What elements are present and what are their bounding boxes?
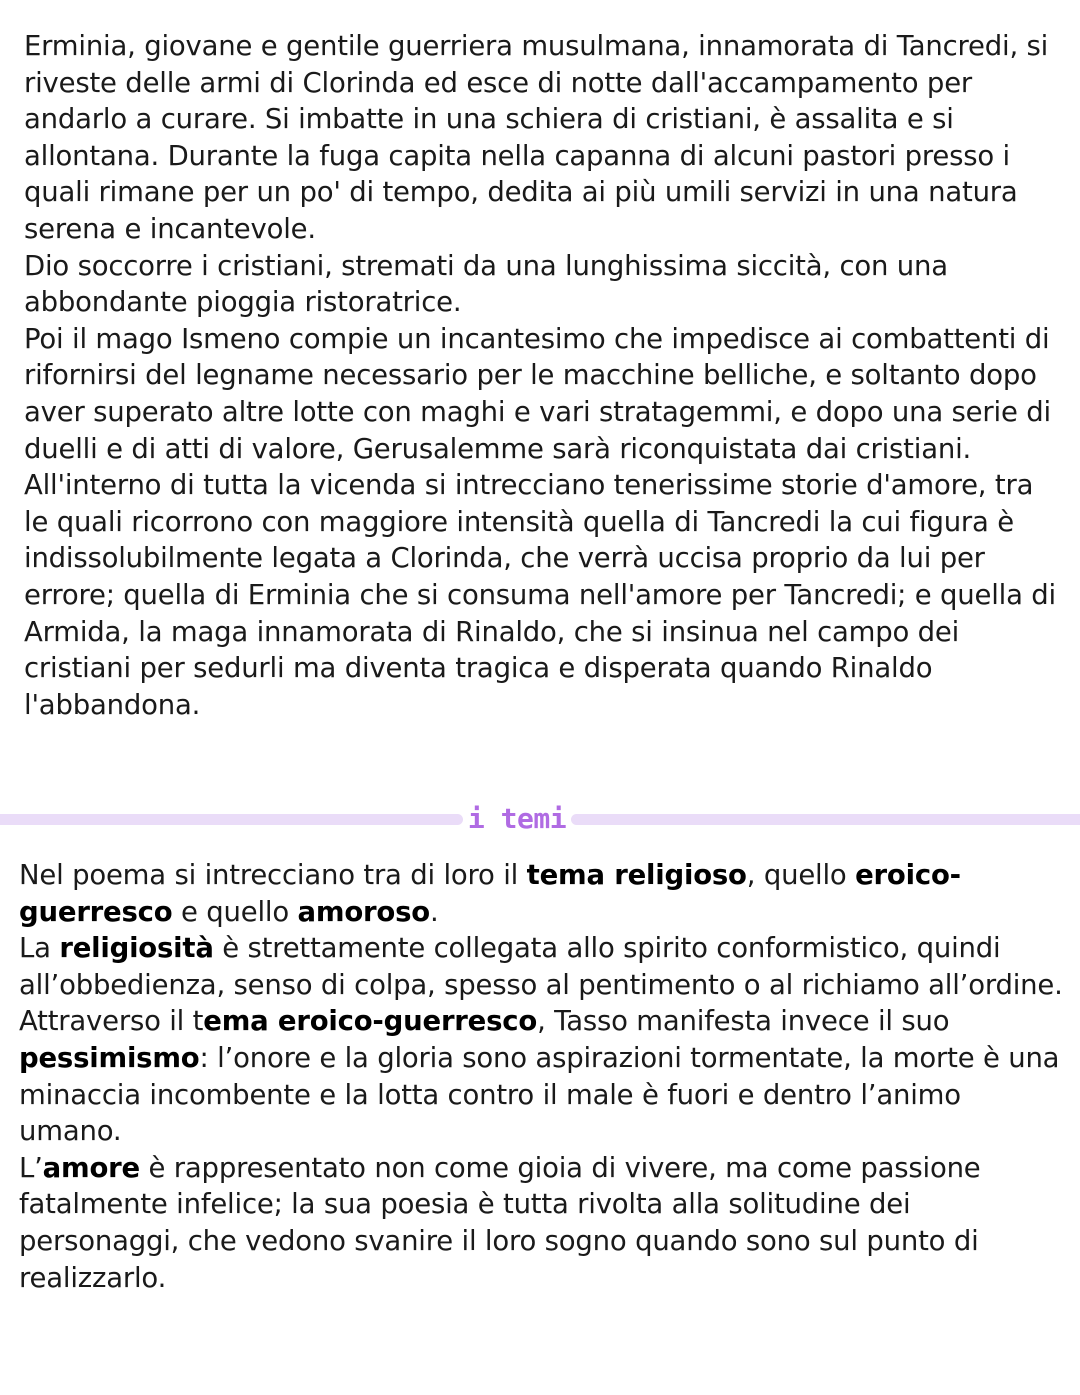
summary-paragraph-rain: Dio soccorre i cristiani, stremati da una lunghissima siccità, con una abbondante pioggia ristoratrice. <box>24 249 948 319</box>
text-run: Nel poema si intrecciano tra di loro il <box>19 859 527 891</box>
text-run: , quello <box>746 859 856 891</box>
keyword-tema-religioso: tema religioso <box>526 859 747 891</box>
section-divider <box>0 802 1080 836</box>
text-run: : l’onore e la gloria sono aspirazioni tormentate, la morte è una minaccia incombente e la lotta contro il male è fuori e dentro l’animo umano. <box>19 1041 1060 1148</box>
keyword-amoroso: amoroso <box>297 895 430 928</box>
text-run: . <box>429 895 439 928</box>
text-run: L’ <box>19 1151 43 1184</box>
keyword-religiosita: religiosità <box>59 932 214 965</box>
religiosity-paragraph <box>19 930 1064 1003</box>
heroic-paragraph <box>19 1003 1064 1149</box>
text-run: è strettamente collegata allo spirito conformistico, quindi all’obbedienza, senso di colpa, spesso al pentimento o al richiamo all’ordine. <box>19 932 1063 1001</box>
section-title: i temi <box>467 802 567 835</box>
summary-paragraph-erminia: Erminia, giovane e gentile guerriera musulmana, innamorata di Tancredi, si riveste delle armi di Clorinda ed esce di notte dall'accampamento per andarlo a curare. Si imbatte in una schiera di cristiani, è assalita e si allontana. Durante la fuga capita nella capanna di alcuni pastori presso i quali rimane per un po' di tempo, dedita ai più umili servizi in una natura serena e incantevole. <box>24 30 1049 245</box>
summary-paragraph-ismeno: Poi il mago Ismeno compie un incantesimo che impedisce ai combattenti di rifornirsi del legname necessario per le macchine belliche, e soltanto dopo aver superato altre lotte con maghi e vari stratagemmi, e dopo una serie di duelli e di atti di valore, Gerusalemme sarà riconquistata dai cristiani. <box>24 322 1051 465</box>
text-run: La <box>19 932 60 965</box>
text-run: è rappresentato non come gioia di vivere, ma come passione fatalmente infelice; la sua poesia è tutta rivolta alla solitudine dei personaggi, che vedono svanire il loro sogno quando sono sul punto di realizzarlo. <box>19 1151 981 1294</box>
plot-summary <box>24 28 1064 723</box>
divider-bar-left <box>0 814 463 825</box>
themes-section <box>19 857 1064 1296</box>
keyword-eroico-guerresco: eroico-guerresco <box>19 859 961 928</box>
keyword-tema-eroico-guerresco: ema eroico-guerresco <box>203 1005 538 1038</box>
divider-bar-right <box>571 814 1080 825</box>
keyword-amore: amore <box>42 1151 140 1184</box>
keyword-pessimismo: pessimismo <box>19 1041 200 1074</box>
love-paragraph <box>19 1150 1064 1296</box>
text-run: Attraverso il t <box>19 1005 204 1038</box>
text-run: e quello <box>172 895 298 928</box>
text-run: , Tasso manifesta invece il suo <box>537 1005 950 1038</box>
themes-intro-paragraph <box>19 857 1064 930</box>
summary-paragraph-love-stories: All'interno di tutta la vicenda si intrecciano tenerissime storie d'amore, tra le quali ricorrono con maggiore intensità quella di Tancredi la cui figura è indissolubilmente legata a Clorinda, che verrà uccisa proprio da lui per errore; quella di Erminia che si consuma nell'amore per Tancredi; e quella di Armida, la maga innamorata di Rinaldo, che si insinua nel campo dei cristiani per sedurli ma diventa tragica e disperata quando Rinaldo l'abbandona. <box>24 469 1056 721</box>
